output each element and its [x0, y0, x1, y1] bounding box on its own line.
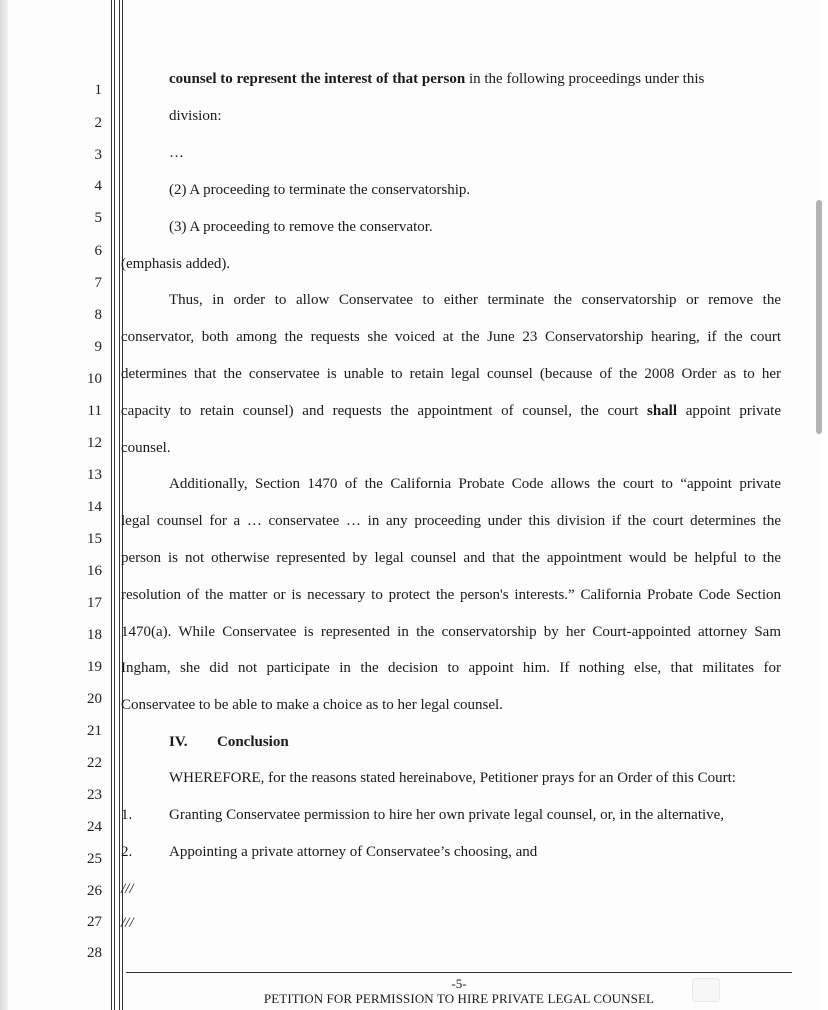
- paragraph-line: [121, 402, 781, 420]
- line-number: 26: [87, 883, 102, 899]
- line-number: 24: [87, 819, 102, 835]
- line-number: 15: [87, 531, 102, 547]
- paragraph-line: conservator, both among the requests she voiced at the June 23 Conservatorship hearing, if the court: [121, 329, 781, 345]
- line-number: 13: [87, 467, 102, 483]
- document-page: [8, 0, 820, 1010]
- line-number: 3: [94, 147, 102, 163]
- line-number: 5: [94, 210, 102, 226]
- line-number: 11: [87, 403, 102, 419]
- watermark-logo: [692, 978, 720, 1002]
- paragraph-line: Ingham, she did not participate in the decision to appoint him. If nothing else, that militates for: [121, 660, 781, 676]
- paragraph-line: legal counsel for a … conservatee … in any proceeding under this division if the court determines the: [121, 513, 781, 529]
- line-number: 23: [87, 787, 102, 803]
- ellipsis: …: [169, 145, 184, 161]
- quoted-text: in the following proceedings under this: [465, 71, 705, 87]
- prayer-intro: WHEREFORE, for the reasons stated hereinabove, Petitioner prays for an Order of this Court:: [169, 770, 736, 786]
- margin-rule: [114, 0, 115, 1010]
- line-number: 1: [94, 82, 102, 98]
- paragraph-line: 1470(a). While Conservatee is represented in the conservatorship by her Court-appointed attorney Sam: [121, 624, 781, 640]
- section-number: IV.: [169, 734, 188, 750]
- list-number: 2.: [121, 844, 133, 860]
- list-number: 1.: [121, 807, 133, 823]
- line-number: 25: [87, 851, 102, 867]
- line-number: 27: [87, 914, 102, 930]
- continuation-mark: ///: [121, 881, 134, 897]
- footer-rule: [126, 972, 792, 973]
- line-number: 20: [87, 691, 102, 707]
- line-number: 10: [87, 371, 102, 387]
- paragraph-line: resolution of the matter or is necessary to protect the person's interests.” California Probate Code Section: [121, 587, 781, 603]
- line-number: 2: [94, 115, 102, 131]
- scrollbar-thumb[interactable]: [816, 200, 822, 434]
- quoted-statute-line: (2) A proceeding to terminate the conservatorship.: [169, 182, 471, 198]
- quoted-statute-line: (3) A proceeding to remove the conservator.: [169, 219, 433, 235]
- paragraph-line: determines that the conservatee is unable to retain legal counsel (because of the 2008 Order as to her: [121, 366, 781, 382]
- line-number: 21: [87, 723, 102, 739]
- line-number: 6: [94, 243, 102, 259]
- paragraph-text: capacity to retain counsel) and requests the appointment of counsel, the court: [121, 403, 639, 419]
- margin-rule: [111, 0, 112, 1010]
- section-heading: Conclusion: [217, 734, 289, 750]
- line-number: 4: [94, 178, 102, 194]
- margin-rule: [119, 0, 120, 1010]
- emphasized-text: shall: [647, 403, 678, 419]
- quoted-statute-line: division:: [169, 108, 222, 124]
- quoted-statute-line: [169, 70, 781, 88]
- line-number: 19: [87, 659, 102, 675]
- paragraph-line: Thus, in order to allow Conservatee to either terminate the conservatorship or remove the: [169, 292, 781, 308]
- page-edge-shadow: [0, 0, 8, 1010]
- line-number: 16: [87, 563, 102, 579]
- paragraph-line: counsel.: [121, 440, 171, 456]
- continuation-mark: ///: [121, 915, 134, 931]
- line-number: 18: [87, 627, 102, 643]
- paragraph-line: Conservatee to be able to make a choice as to her legal counsel.: [121, 697, 503, 713]
- list-item: Granting Conservatee permission to hire her own private legal counsel, or, in the alternative,: [169, 807, 725, 823]
- emphasized-text: counsel to represent the interest of that person: [169, 71, 466, 87]
- paragraph-text: appoint private: [685, 403, 781, 419]
- paragraph-line: person is not otherwise represented by legal counsel and that the appointment would be helpful to the: [121, 550, 781, 566]
- line-number: 14: [87, 499, 102, 515]
- line-number: 22: [87, 755, 102, 771]
- emphasis-note: (emphasis added).: [121, 256, 231, 272]
- line-number: 12: [87, 435, 102, 451]
- line-number: 8: [94, 307, 102, 323]
- paragraph-line: Additionally, Section 1470 of the California Probate Code allows the court to “appoint private: [169, 476, 781, 492]
- line-number: 17: [87, 595, 102, 611]
- line-number: 7: [94, 275, 102, 291]
- scrollbar-track[interactable]: [820, 0, 828, 1010]
- page-number: -5-: [451, 976, 467, 991]
- line-number: 28: [87, 945, 102, 961]
- line-number: 9: [94, 339, 102, 355]
- list-item: Appointing a private attorney of Conservatee’s choosing, and: [169, 844, 538, 860]
- footer-title: PETITION FOR PERMISSION TO HIRE PRIVATE LEGAL COUNSEL: [263, 991, 655, 1006]
